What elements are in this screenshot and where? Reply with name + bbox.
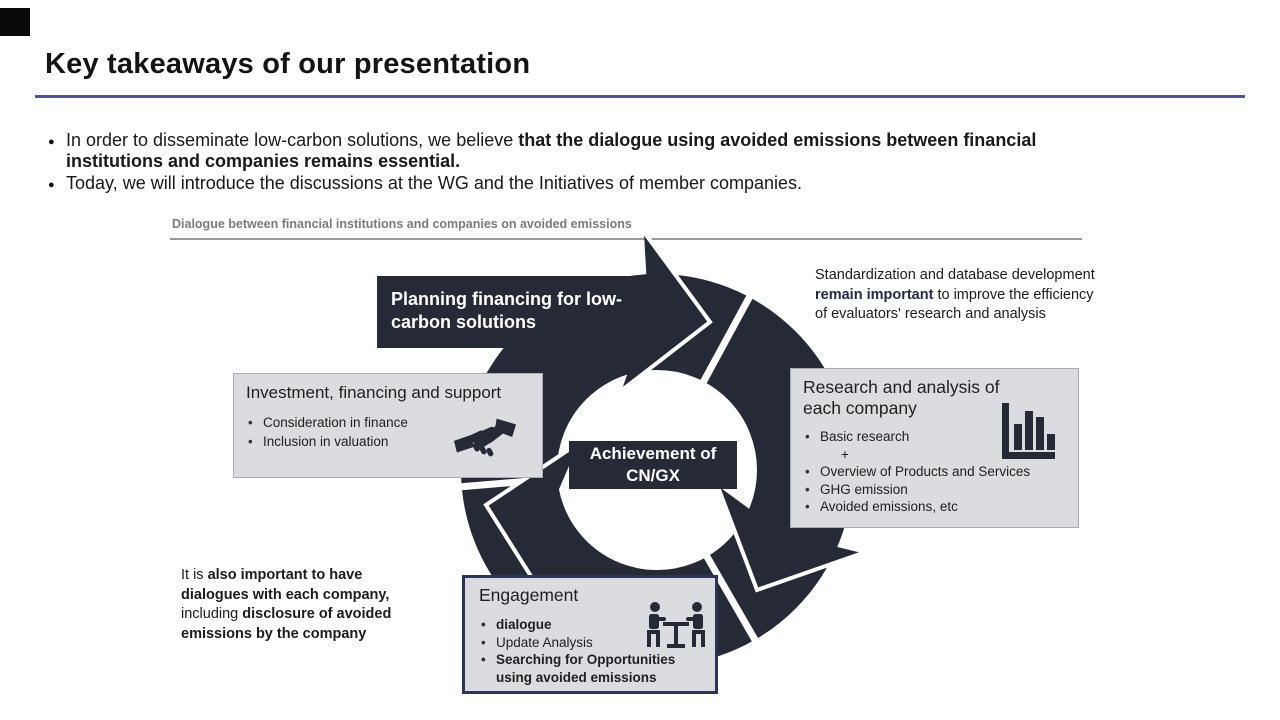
investment-panel-title: Investment, financing and support <box>246 383 502 402</box>
cycle-center-box <box>569 441 737 489</box>
investment-panel <box>233 373 543 478</box>
standardization-note: Standardization and database development remain important to improve the efficiency of evaluators' research and analysis <box>815 267 1095 322</box>
title-underline <box>35 95 1245 98</box>
research-item-plus: + <box>841 446 849 462</box>
dialogue-note: It is also important to have dialogues with each company, including disclosure of avoided emissions by the company <box>181 567 392 642</box>
research-item: • Avoided emissions, etc <box>803 498 1078 516</box>
research-panel <box>790 368 1079 528</box>
engagement-panel <box>462 575 718 694</box>
investment-item: • Consideration in finance <box>246 413 542 432</box>
slide-corner-mark <box>0 8 30 36</box>
planning-arrow-box <box>377 276 663 348</box>
research-panel-title: Research and analysis of each company <box>803 377 1000 418</box>
engagement-item: • dialogue <box>479 616 679 634</box>
engagement-panel-title: Engagement <box>479 585 579 605</box>
engagement-item: • Searching for Opportunities using avoided emissions <box>479 651 679 686</box>
meeting-icon <box>643 600 709 659</box>
page-title: Key takeaways of our presentation <box>45 48 531 80</box>
investment-item: • Inclusion in valuation <box>246 432 542 451</box>
handshake-icon <box>454 414 516 467</box>
intro-bullet-list <box>48 130 1233 195</box>
bar-chart-icon <box>1000 401 1056 466</box>
diagram-caption: Dialogue between financial institutions and companies on avoided emissions <box>172 217 632 231</box>
cycle-center-label: Achievement of CN/GX <box>589 444 717 485</box>
intro-bullet-1: ● In order to disseminate low-carbon solutions, we believe that the dialogue using avoided emissions between financial institutions and companies remains essential. <box>48 130 1233 172</box>
engagement-item: • Update Analysis <box>479 634 679 652</box>
research-item: • Basic research <box>803 428 1078 446</box>
intro-bullet-2: ● Today, we will introduce the discussions at the WG and the Initiatives of member companies. <box>48 173 1233 194</box>
research-item: • GHG emission <box>803 481 1078 499</box>
planning-arrow-label: Planning financing for low-carbon solutions <box>391 289 622 332</box>
research-item: • Overview of Products and Services <box>803 463 1078 481</box>
